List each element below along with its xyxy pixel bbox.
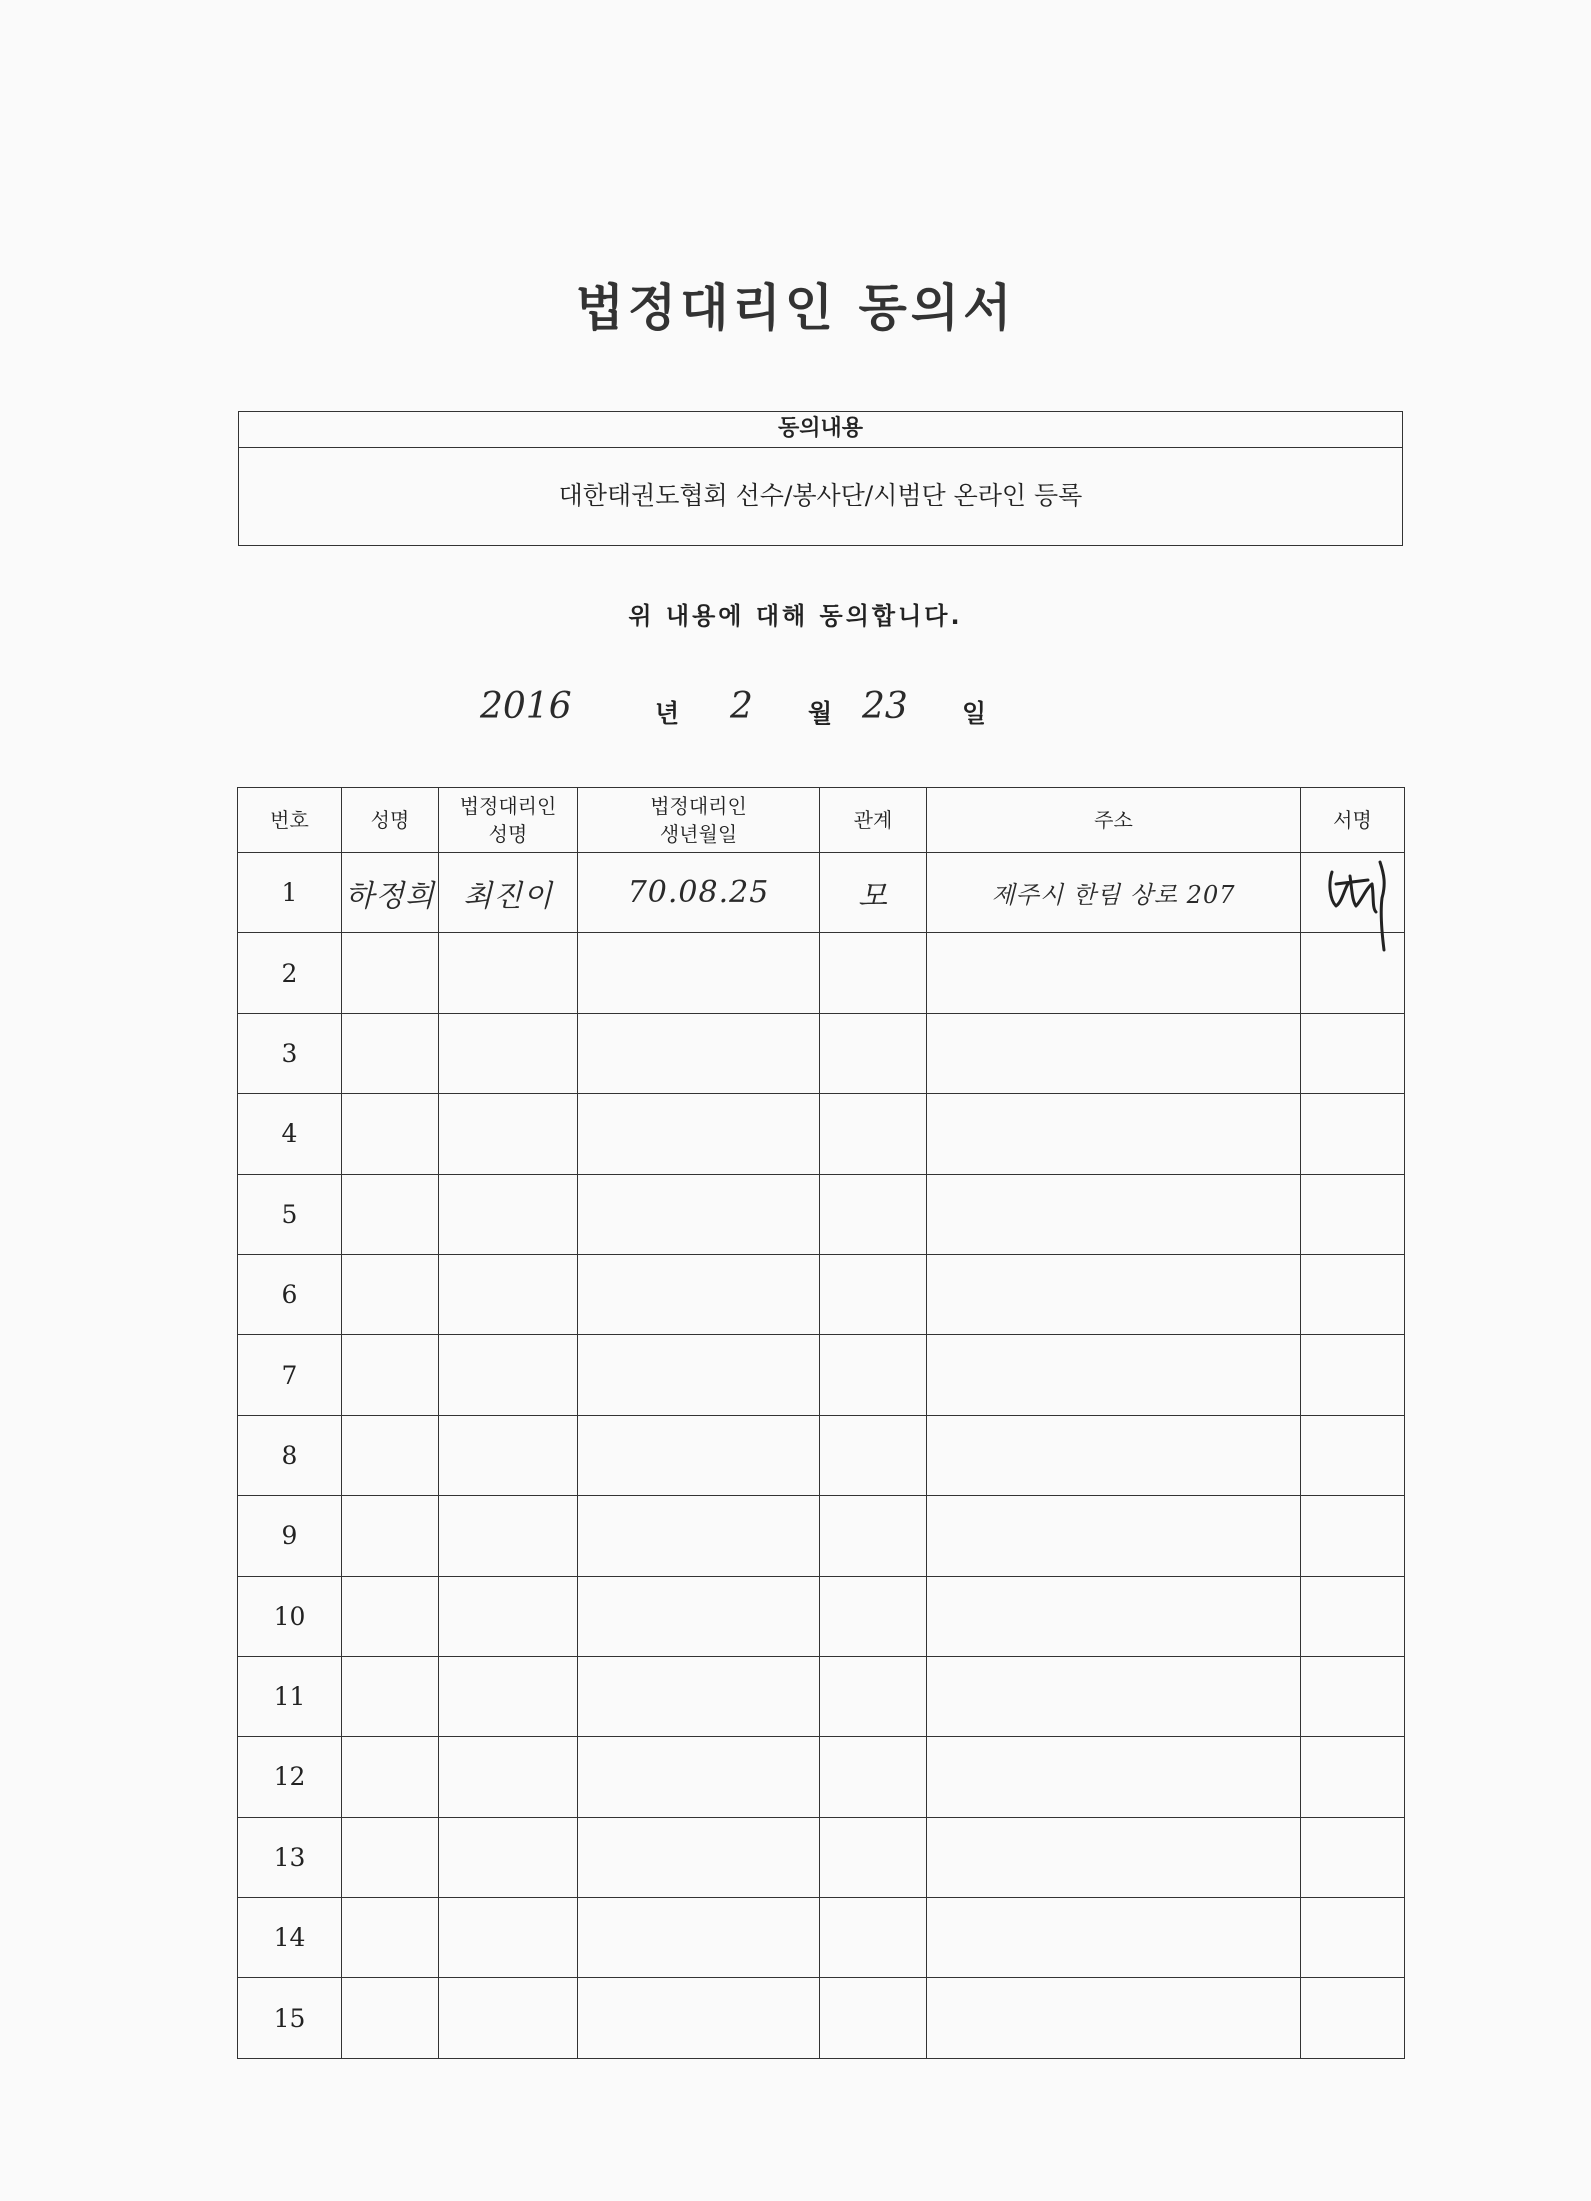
cell-guardian-name <box>439 1656 578 1736</box>
cell-signature <box>1301 1415 1405 1495</box>
guardian-consent-table <box>237 787 1405 2059</box>
cell-address <box>927 933 1301 1013</box>
cell-relation <box>820 1013 927 1093</box>
cell-name <box>342 1335 439 1415</box>
cell-number: 4 <box>238 1094 342 1174</box>
cell-guardian-birthdate <box>578 1898 820 1978</box>
cell-relation <box>820 1576 927 1656</box>
cell-number: 11 <box>238 1656 342 1736</box>
cell-guardian-name <box>439 1174 578 1254</box>
date-day-unit: 일 <box>962 699 987 728</box>
cell-name <box>342 1013 439 1093</box>
cell-signature <box>1301 1737 1405 1817</box>
table-row <box>238 1978 1405 2058</box>
cell-guardian-birthdate <box>578 1335 820 1415</box>
date-line <box>0 682 1591 742</box>
cell-guardian-name <box>439 1496 578 1576</box>
cell-name <box>342 1254 439 1334</box>
header-name: 성명 <box>342 788 439 853</box>
table-header-row <box>238 788 1405 853</box>
cell-guardian-name <box>439 1978 578 2058</box>
cell-name <box>342 933 439 1013</box>
table-row <box>238 933 1405 1013</box>
cell-name <box>342 1817 439 1897</box>
cell-number: 8 <box>238 1415 342 1495</box>
cell-guardian-name <box>439 1737 578 1817</box>
cell-signature <box>1301 1254 1405 1334</box>
cell-address <box>927 1817 1301 1897</box>
cell-relation <box>820 1254 927 1334</box>
cell-number: 9 <box>238 1496 342 1576</box>
cell-guardian-name <box>439 1576 578 1656</box>
handwritten-signature <box>1322 854 1398 974</box>
date-month-handwritten: 2 <box>730 686 753 727</box>
table-row <box>238 1254 1405 1334</box>
cell-number: 5 <box>238 1174 342 1254</box>
header-guardian-name: 법정대리인 성명 <box>439 788 578 853</box>
cell-name <box>342 1898 439 1978</box>
cell-number: 6 <box>238 1254 342 1334</box>
cell-relation <box>820 933 927 1013</box>
cell-guardian-birthdate <box>578 1978 820 2058</box>
cell-guardian-name <box>439 933 578 1013</box>
consent-header: 동의내용 <box>239 412 1402 448</box>
cell-name <box>342 1737 439 1817</box>
cell-name <box>342 1656 439 1736</box>
cell-guardian-name <box>439 1335 578 1415</box>
header-relation: 관계 <box>820 788 927 853</box>
cell-signature <box>1301 1978 1405 2058</box>
cell-address <box>927 1496 1301 1576</box>
cell-guardian-birthdate <box>578 1496 820 1576</box>
cell-relation: 모 <box>820 853 927 933</box>
cell-signature <box>1301 1817 1405 1897</box>
table-row <box>238 1817 1405 1897</box>
table-row <box>238 1094 1405 1174</box>
cell-number: 15 <box>238 1978 342 2058</box>
cell-signature <box>1301 1174 1405 1254</box>
cell-guardian-birthdate <box>578 1174 820 1254</box>
cell-number: 3 <box>238 1013 342 1093</box>
cell-relation <box>820 1496 927 1576</box>
cell-number: 7 <box>238 1335 342 1415</box>
cell-guardian-birthdate <box>578 933 820 1013</box>
cell-relation <box>820 1898 927 1978</box>
cell-address <box>927 1737 1301 1817</box>
agree-statement: 위 내용에 대해 동의합니다. <box>628 602 963 630</box>
cell-address <box>927 1254 1301 1334</box>
date-year-handwritten: 2016 <box>480 686 572 727</box>
cell-name <box>342 1094 439 1174</box>
cell-number: 12 <box>238 1737 342 1817</box>
cell-guardian-birthdate <box>578 1817 820 1897</box>
cell-guardian-name <box>439 1415 578 1495</box>
cell-guardian-name: 최진이 <box>439 853 578 933</box>
cell-address <box>927 1898 1301 1978</box>
table-row <box>238 1415 1405 1495</box>
cell-number: 2 <box>238 933 342 1013</box>
cell-relation <box>820 1094 927 1174</box>
cell-relation <box>820 1737 927 1817</box>
cell-address <box>927 1415 1301 1495</box>
table-row <box>238 1013 1405 1093</box>
cell-guardian-name <box>439 1094 578 1174</box>
cell-relation <box>820 1656 927 1736</box>
table-row <box>238 1174 1405 1254</box>
cell-address <box>927 1094 1301 1174</box>
cell-guardian-birthdate <box>578 1656 820 1736</box>
cell-address: 제주시 한림 상로 207 <box>927 853 1301 933</box>
date-month-unit: 월 <box>808 699 833 728</box>
cell-name <box>342 1496 439 1576</box>
table-row <box>238 1496 1405 1576</box>
cell-number: 14 <box>238 1898 342 1978</box>
date-year-unit: 년 <box>655 699 680 728</box>
cell-relation <box>820 1415 927 1495</box>
cell-guardian-birthdate <box>578 1094 820 1174</box>
cell-guardian-birthdate <box>578 1576 820 1656</box>
cell-number: 1 <box>238 853 342 933</box>
cell-signature <box>1301 1335 1405 1415</box>
cell-guardian-birthdate <box>578 1013 820 1093</box>
cell-guardian-name <box>439 1254 578 1334</box>
cell-guardian-birthdate <box>578 1254 820 1334</box>
cell-relation <box>820 1978 927 2058</box>
table-row <box>238 1898 1405 1978</box>
cell-relation <box>820 1817 927 1897</box>
cell-signature <box>1301 1576 1405 1656</box>
consent-box <box>238 411 1403 546</box>
header-number: 번호 <box>238 788 342 853</box>
cell-signature <box>1301 1898 1405 1978</box>
cell-signature <box>1301 1656 1405 1736</box>
cell-guardian-name <box>439 1898 578 1978</box>
cell-name <box>342 1415 439 1495</box>
header-guardian-birthdate: 법정대리인 생년월일 <box>578 788 820 853</box>
cell-address <box>927 1174 1301 1254</box>
date-day-handwritten: 23 <box>862 686 908 727</box>
table-row <box>238 1656 1405 1736</box>
cell-address <box>927 1013 1301 1093</box>
cell-signature <box>1301 1094 1405 1174</box>
cell-guardian-name <box>439 1817 578 1897</box>
cell-number: 10 <box>238 1576 342 1656</box>
table-row <box>238 853 1405 933</box>
document-title: 법정대리인 동의서 <box>575 279 1016 337</box>
cell-name <box>342 1576 439 1656</box>
header-address: 주소 <box>927 788 1301 853</box>
table-row <box>238 1335 1405 1415</box>
cell-guardian-birthdate <box>578 1737 820 1817</box>
cell-name <box>342 1174 439 1254</box>
cell-relation <box>820 1174 927 1254</box>
cell-name: 하정희 <box>342 853 439 933</box>
cell-guardian-birthdate: 70.08.25 <box>578 853 820 933</box>
cell-signature <box>1301 1013 1405 1093</box>
header-signature: 서명 <box>1301 788 1405 853</box>
cell-address <box>927 1576 1301 1656</box>
cell-address <box>927 1335 1301 1415</box>
consent-content: 대한태권도협회 선수/봉사단/시범단 온라인 등록 <box>558 481 1083 510</box>
cell-signature <box>1301 1496 1405 1576</box>
cell-relation <box>820 1335 927 1415</box>
cell-address <box>927 1656 1301 1736</box>
table-row <box>238 1737 1405 1817</box>
cell-number: 13 <box>238 1817 342 1897</box>
cell-name <box>342 1978 439 2058</box>
table-row <box>238 1576 1405 1656</box>
cell-guardian-birthdate <box>578 1415 820 1495</box>
cell-guardian-name <box>439 1013 578 1093</box>
cell-address <box>927 1978 1301 2058</box>
